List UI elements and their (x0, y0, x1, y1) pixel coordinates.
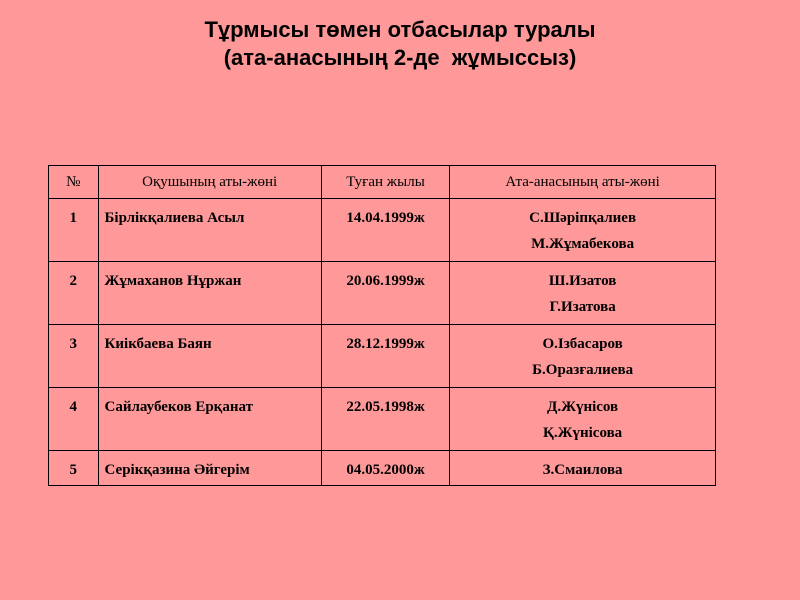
cell-parents (450, 199, 716, 262)
table-header-row (49, 166, 716, 199)
cell-birth-date: 04.05.2000ж (321, 451, 449, 486)
cell-student-name: Серікқазина Әйгерім (98, 451, 321, 486)
parent-name: О.Ізбасаров (542, 336, 623, 352)
cell-parents (450, 325, 716, 388)
title-line-1: Тұрмысы төмен отбасылар туралы (204, 17, 596, 42)
parent-name: Қ.Жүнісова (543, 425, 623, 441)
header-student-name: Оқушының аты-жөні (98, 166, 321, 199)
parent-name: З.Смаилова (542, 462, 623, 478)
cell-number: 1 (49, 199, 99, 262)
cell-student-name: Бірлікқалиева Асыл (98, 199, 321, 262)
cell-student-name: Сайлаубеков Ерқанат (98, 388, 321, 451)
cell-birth-date: 22.05.1998ж (321, 388, 449, 451)
table-row (49, 388, 716, 451)
cell-number: 4 (49, 388, 99, 451)
table-row (49, 451, 716, 486)
table-row (49, 325, 716, 388)
table-row (49, 262, 716, 325)
cell-birth-date: 14.04.1999ж (321, 199, 449, 262)
cell-parents (450, 451, 716, 486)
header-birth-year: Туған жылы (321, 166, 449, 199)
cell-birth-date: 28.12.1999ж (321, 325, 449, 388)
header-parents-name: Ата-анасының аты-жөні (450, 166, 716, 199)
cell-student-name: Жұмаханов Нұржан (98, 262, 321, 325)
cell-student-name: Киікбаева Баян (98, 325, 321, 388)
parent-name: Б.Оразғалиева (532, 362, 634, 378)
cell-parents (450, 388, 716, 451)
parent-name: Г.Изатова (549, 299, 616, 315)
cell-number: 5 (49, 451, 99, 486)
title-line-2: (ата-анасының 2-де жұмыссыз) (223, 45, 577, 70)
cell-number: 3 (49, 325, 99, 388)
families-table (48, 165, 716, 486)
table-row (49, 199, 716, 262)
parent-name: Ш.Изатов (548, 273, 617, 289)
parent-name: С.Шәріпқалиев (529, 210, 637, 226)
cell-number: 2 (49, 262, 99, 325)
cell-birth-date: 20.06.1999ж (321, 262, 449, 325)
parent-name: М.Жұмабекова (531, 236, 635, 252)
header-number: № (49, 166, 99, 199)
parent-name: Д.Жүнісов (547, 399, 619, 415)
cell-parents (450, 262, 716, 325)
slide-title (0, 16, 800, 72)
